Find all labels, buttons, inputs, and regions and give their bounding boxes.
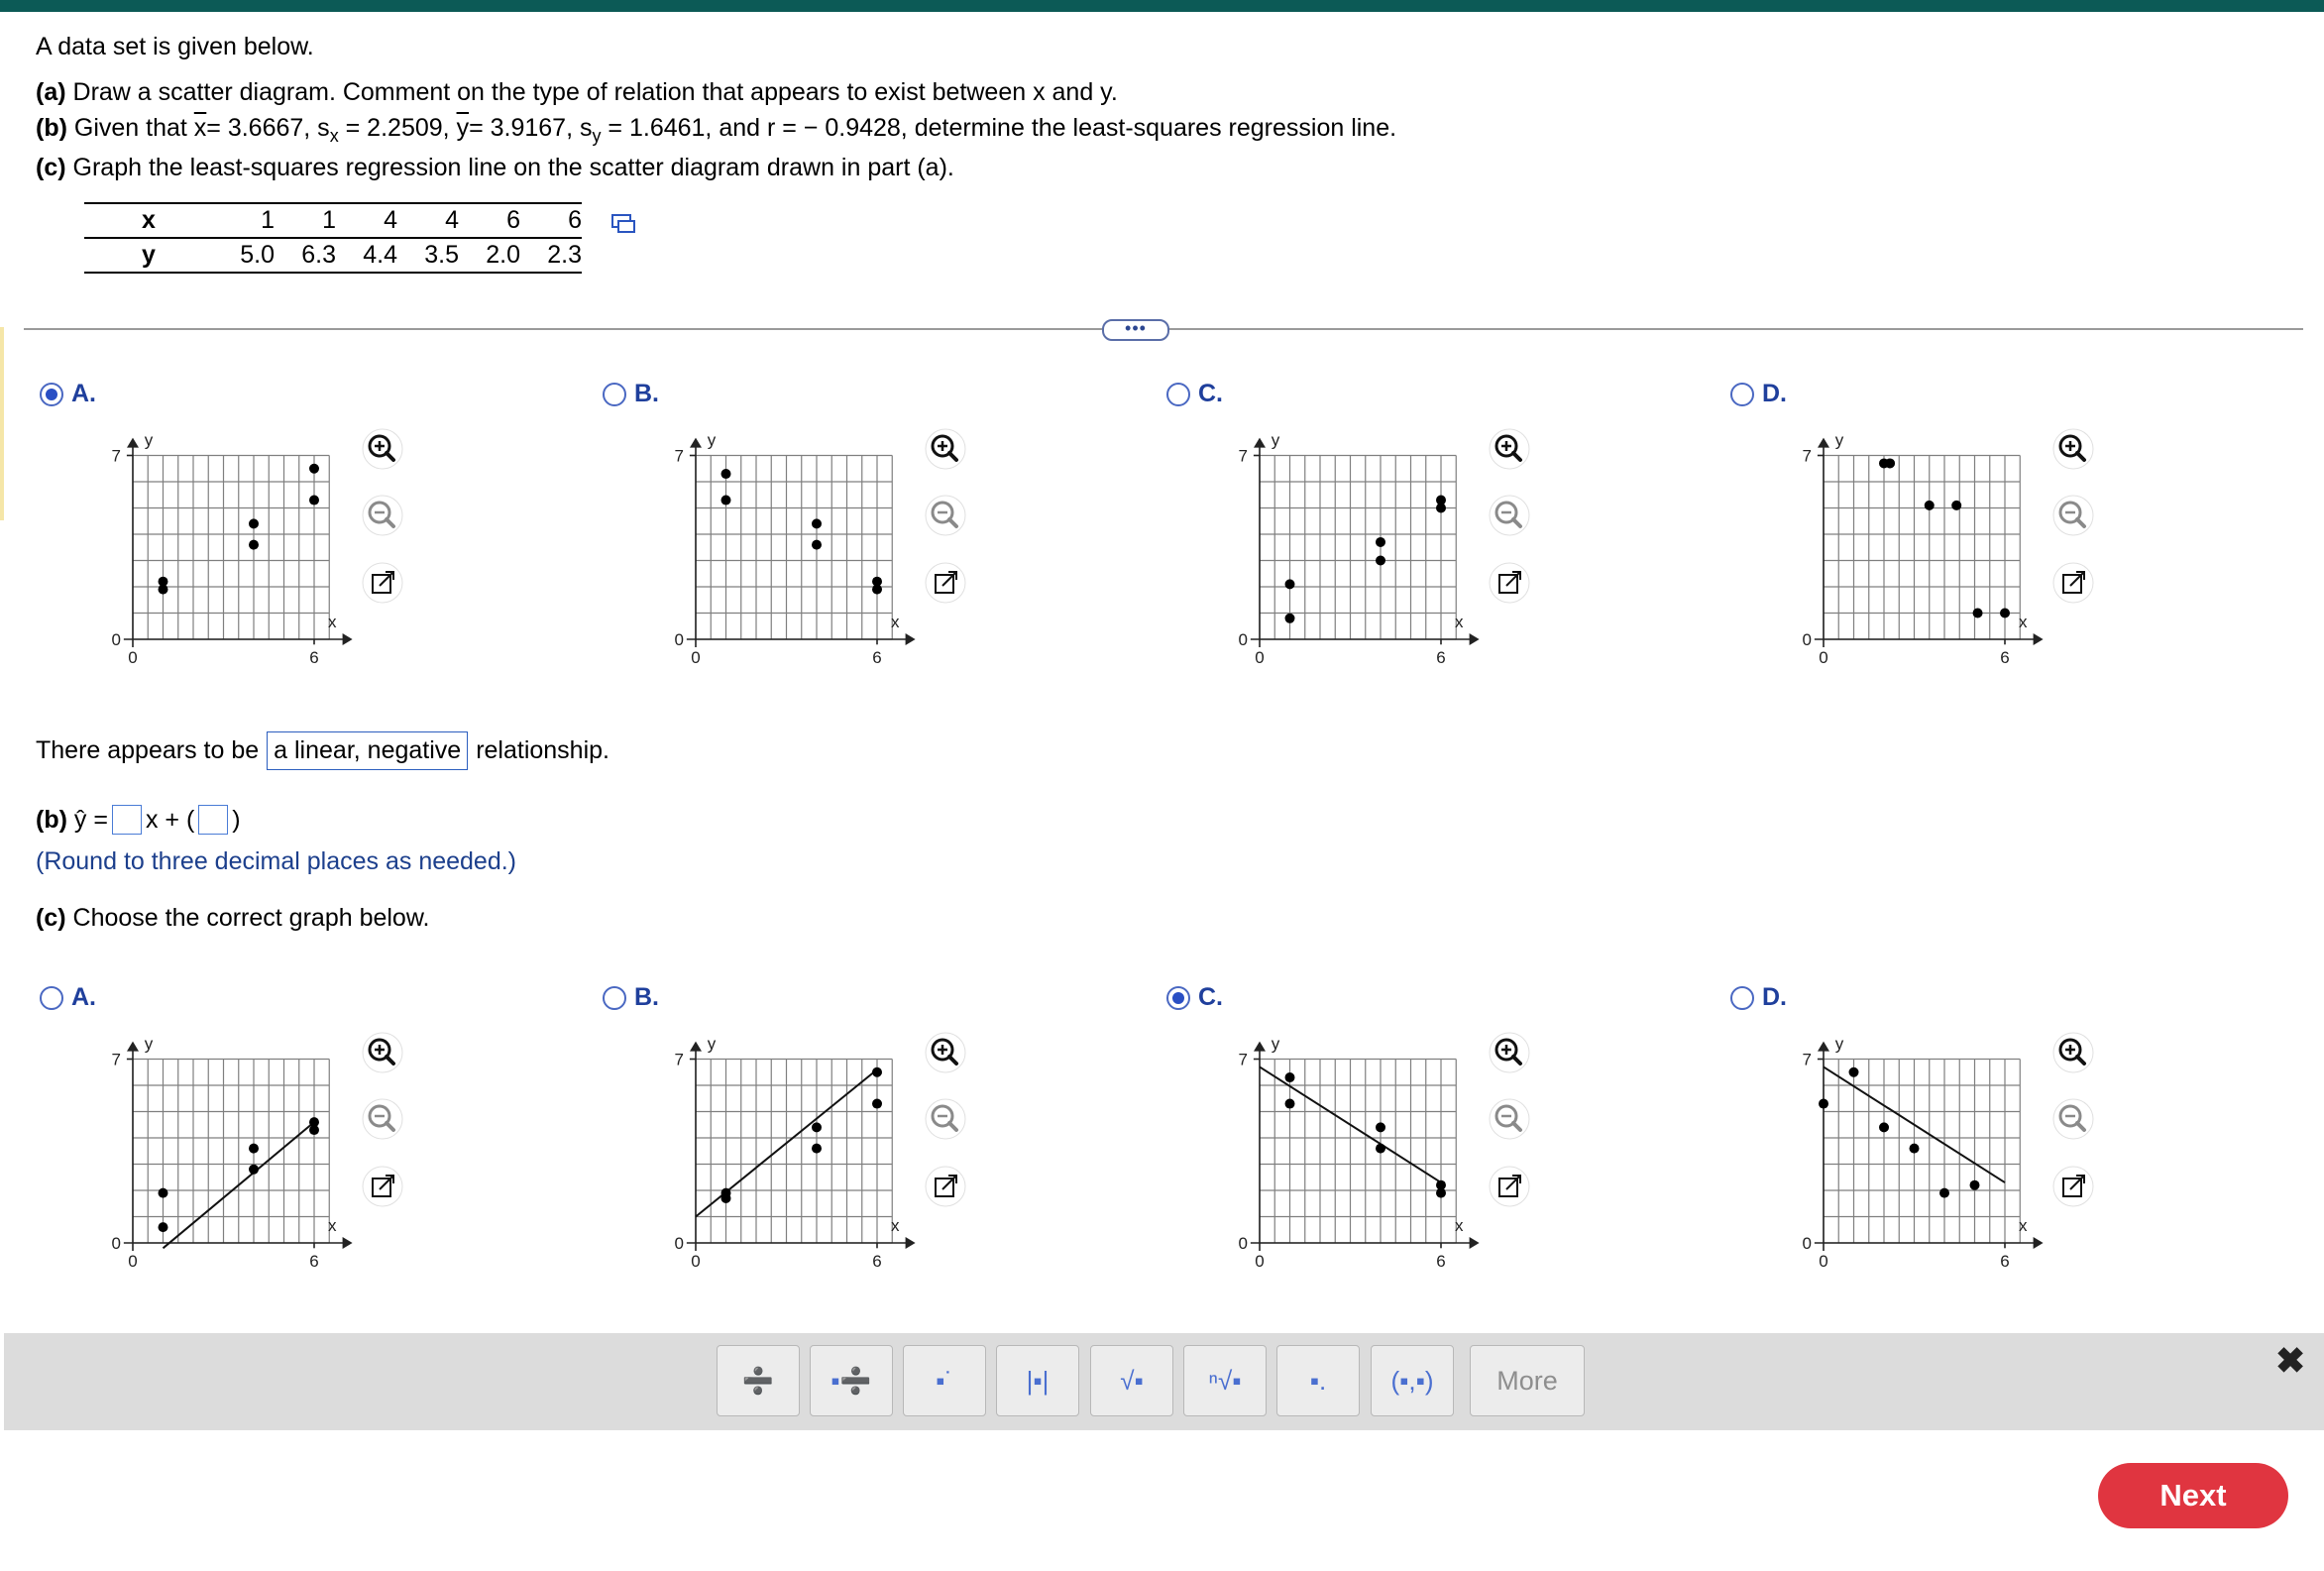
y-axis-label: y xyxy=(1834,430,1844,450)
exponent-button[interactable]: ▪˙ xyxy=(903,1345,986,1416)
x-tick-0: 0 xyxy=(128,1252,138,1271)
x-tick-6: 6 xyxy=(872,1252,882,1271)
data-point xyxy=(1970,1180,1980,1190)
open-external-icon[interactable] xyxy=(361,1165,404,1208)
data-point xyxy=(872,577,882,587)
top-bar xyxy=(0,0,2324,12)
data-point xyxy=(249,518,259,528)
data-point xyxy=(872,1099,882,1109)
x-tick-6: 6 xyxy=(872,648,882,667)
part-c-prompt: (c) Choose the correct graph below. xyxy=(36,904,430,932)
x-value-cell: 6 xyxy=(520,203,582,238)
scatter-graph xyxy=(636,419,900,677)
slope-input[interactable] xyxy=(112,805,142,835)
x-axis-label: x xyxy=(891,1216,900,1235)
radio-button[interactable] xyxy=(603,986,626,1010)
scatter-graph xyxy=(1764,419,2028,677)
x-axis-label: x xyxy=(1455,1216,1464,1235)
x-tick-0: 0 xyxy=(1819,1252,1828,1271)
data-point xyxy=(1376,537,1385,547)
open-external-icon[interactable] xyxy=(361,561,404,605)
zoom-in-icon[interactable] xyxy=(1488,1031,1531,1074)
y-tick-7: 7 xyxy=(111,446,121,466)
radio-button[interactable] xyxy=(1166,986,1190,1010)
part-c_options-0[interactable] xyxy=(40,983,96,1012)
option-label: B. xyxy=(634,380,659,407)
zoom-out-icon[interactable] xyxy=(924,1097,967,1141)
x-axis-label: x xyxy=(2019,1216,2028,1235)
open-external-icon[interactable] xyxy=(1488,1165,1531,1208)
part-c_options-3[interactable] xyxy=(1730,983,1787,1012)
data-point xyxy=(1885,458,1895,468)
scatter-graph xyxy=(1200,419,1464,677)
ordered-pair-button[interactable]: (▪,▪) xyxy=(1371,1345,1454,1416)
option-label: A. xyxy=(71,983,96,1011)
y-tick-0: 0 xyxy=(111,630,121,649)
data-point xyxy=(1819,1099,1828,1109)
option-label: C. xyxy=(1198,380,1223,407)
y-tick-0: 0 xyxy=(1238,630,1248,649)
y-tick-7: 7 xyxy=(674,1050,684,1069)
scatter-graph xyxy=(1200,1023,1464,1281)
scatter-graph xyxy=(73,419,337,677)
intercept-input[interactable] xyxy=(198,805,228,835)
x-tick-6: 6 xyxy=(309,648,319,667)
y-tick-0: 0 xyxy=(1802,1234,1812,1253)
x-tick-6: 6 xyxy=(1436,648,1446,667)
data-point xyxy=(1436,496,1446,505)
radio-button[interactable] xyxy=(1166,383,1190,406)
y-value-cell: 2.3 xyxy=(520,238,582,273)
open-external-icon[interactable] xyxy=(924,1165,967,1208)
part-a_options-2[interactable] xyxy=(1166,380,1223,408)
data-point xyxy=(1939,1188,1949,1198)
x-value-cell: 1 xyxy=(275,203,336,238)
y-value-cell: 5.0 xyxy=(213,238,275,273)
close-toolbar-icon[interactable]: ✖ xyxy=(2275,1340,2306,1381)
zoom-in-icon[interactable] xyxy=(2051,427,2095,471)
x-tick-0: 0 xyxy=(1819,648,1828,667)
data-point xyxy=(812,540,822,550)
y-axis-label: y xyxy=(1271,430,1280,450)
data-point xyxy=(249,1144,259,1154)
zoom-out-icon[interactable] xyxy=(1488,1097,1531,1141)
zoom-out-icon[interactable] xyxy=(2051,1097,2095,1141)
data-point xyxy=(1285,1072,1295,1082)
x-tick-6: 6 xyxy=(1436,1252,1446,1271)
data-point xyxy=(1951,501,1961,510)
data-point xyxy=(1879,1122,1889,1132)
option-label: D. xyxy=(1762,380,1787,407)
data-point xyxy=(1925,501,1935,510)
data-point xyxy=(249,540,259,550)
zoom-out-icon[interactable] xyxy=(924,494,967,537)
decimal-button[interactable]: ▪. xyxy=(1276,1345,1360,1416)
y-value-cell: 6.3 xyxy=(275,238,336,273)
x-tick-0: 0 xyxy=(1255,648,1265,667)
x-tick-6: 6 xyxy=(2000,1252,2010,1271)
y-tick-0: 0 xyxy=(674,1234,684,1253)
y-axis-label: y xyxy=(144,1034,154,1054)
nth-root-button[interactable]: ⁿ√▪ xyxy=(1183,1345,1267,1416)
y-axis-label: y xyxy=(1271,1034,1280,1054)
y-value-cell: 4.4 xyxy=(336,238,397,273)
x-axis-label: x xyxy=(1455,613,1464,631)
data-table xyxy=(84,202,582,274)
radio-button[interactable] xyxy=(603,383,626,406)
data-point xyxy=(1910,1144,1920,1154)
x-tick-6: 6 xyxy=(309,1252,319,1271)
y-tick-7: 7 xyxy=(1802,1050,1812,1069)
data-point xyxy=(721,469,731,479)
open-external-icon[interactable] xyxy=(2051,561,2095,605)
part-a_options-0[interactable] xyxy=(40,380,96,408)
data-point xyxy=(1285,614,1295,623)
part-c_options-1[interactable] xyxy=(603,983,659,1012)
zoom-out-icon[interactable] xyxy=(1488,494,1531,537)
zoom-out-icon[interactable] xyxy=(361,1097,404,1141)
data-point xyxy=(1436,1180,1446,1190)
y-value-cell: 3.5 xyxy=(397,238,459,273)
data-point xyxy=(309,496,319,505)
x-tick-0: 0 xyxy=(1255,1252,1265,1271)
zoom-in-icon[interactable] xyxy=(361,1031,404,1074)
radio-button[interactable] xyxy=(40,383,63,406)
mixed-number-button[interactable]: ▪➗ xyxy=(810,1345,893,1416)
data-point xyxy=(1376,1144,1385,1154)
radio-button[interactable] xyxy=(1730,986,1754,1010)
absolute-value-button[interactable]: |▪| xyxy=(996,1345,1079,1416)
copy-table-icon[interactable] xyxy=(610,213,636,235)
x-axis-label: x xyxy=(891,613,900,631)
more-tools-button[interactable]: More xyxy=(1470,1345,1585,1416)
data-point xyxy=(812,1122,822,1132)
scatter-graph xyxy=(1764,1023,2028,1281)
y-value-cell: 2.0 xyxy=(459,238,520,273)
intro-text: A data set is given below. xyxy=(36,33,314,60)
x-tick-0: 0 xyxy=(128,648,138,667)
radio-button[interactable] xyxy=(40,986,63,1010)
zoom-out-icon[interactable] xyxy=(2051,494,2095,537)
x-axis-label: x xyxy=(328,1216,337,1235)
part-a_options-1[interactable] xyxy=(603,380,659,408)
y-axis-label: y xyxy=(144,430,154,450)
y-tick-7: 7 xyxy=(674,446,684,466)
option-label: B. xyxy=(634,983,659,1011)
x-header: x xyxy=(84,203,213,238)
x-tick-0: 0 xyxy=(691,648,701,667)
y-header: y xyxy=(84,238,213,273)
data-point xyxy=(159,1222,168,1232)
x-value-cell: 4 xyxy=(397,203,459,238)
option-label: A. xyxy=(71,380,96,407)
zoom-in-icon[interactable] xyxy=(924,427,967,471)
next-button[interactable]: Next xyxy=(2098,1463,2288,1528)
relationship-sentence: There appears to be a linear, negative relationship. xyxy=(36,731,609,770)
x-tick-0: 0 xyxy=(691,1252,701,1271)
data-point xyxy=(309,464,319,474)
x-axis-label: x xyxy=(328,613,337,631)
zoom-in-icon[interactable] xyxy=(361,427,404,471)
y-tick-7: 7 xyxy=(1238,1050,1248,1069)
zoom-in-icon[interactable] xyxy=(924,1031,967,1074)
x-axis-label: x xyxy=(2019,613,2028,631)
scatter-graph xyxy=(636,1023,900,1281)
data-point xyxy=(2000,609,2010,618)
expand-more-button[interactable]: ••• xyxy=(1102,319,1169,341)
data-point xyxy=(721,496,731,505)
data-point xyxy=(1973,609,1983,618)
side-indicator xyxy=(0,327,4,520)
data-point xyxy=(1285,579,1295,589)
data-point xyxy=(1285,1099,1295,1109)
zoom-out-icon[interactable] xyxy=(361,494,404,537)
open-external-icon[interactable] xyxy=(1488,561,1531,605)
x-value-cell: 6 xyxy=(459,203,520,238)
y-tick-0: 0 xyxy=(1238,1234,1248,1253)
y-axis-label: y xyxy=(1834,1034,1844,1054)
data-point xyxy=(249,1165,259,1175)
y-axis-label: y xyxy=(707,1034,717,1054)
open-external-icon[interactable] xyxy=(924,561,967,605)
regression-equation-line: (b) ŷ = x + ( ) xyxy=(36,805,241,834)
y-tick-7: 7 xyxy=(1802,446,1812,466)
data-point xyxy=(812,518,822,528)
part-c_options-2[interactable] xyxy=(1166,983,1223,1012)
y-tick-0: 0 xyxy=(111,1234,121,1253)
part-a_options-3[interactable] xyxy=(1730,380,1787,408)
data-point xyxy=(872,1067,882,1077)
data-point xyxy=(159,1188,168,1198)
y-tick-0: 0 xyxy=(674,630,684,649)
y-tick-7: 7 xyxy=(111,1050,121,1069)
y-tick-7: 7 xyxy=(1238,446,1248,466)
x-tick-6: 6 xyxy=(2000,648,2010,667)
option-label: D. xyxy=(1762,983,1787,1011)
data-point xyxy=(1376,1122,1385,1132)
data-point xyxy=(1849,1067,1859,1077)
x-value-cell: 4 xyxy=(336,203,397,238)
rounding-hint: (Round to three decimal places as needed.) xyxy=(36,847,517,875)
data-point xyxy=(309,1117,319,1127)
option-label: C. xyxy=(1198,983,1223,1011)
y-tick-0: 0 xyxy=(1802,630,1812,649)
data-point xyxy=(812,1144,822,1154)
zoom-in-icon[interactable] xyxy=(2051,1031,2095,1074)
zoom-in-icon[interactable] xyxy=(1488,427,1531,471)
open-external-icon[interactable] xyxy=(2051,1165,2095,1208)
square-root-button[interactable]: √▪ xyxy=(1090,1345,1173,1416)
scatter-graph xyxy=(73,1023,337,1281)
radio-button[interactable] xyxy=(1730,383,1754,406)
x-value-cell: 1 xyxy=(213,203,275,238)
y-axis-label: y xyxy=(707,430,717,450)
data-point xyxy=(1376,556,1385,566)
data-point xyxy=(721,1188,731,1198)
fraction-button[interactable]: ➗ xyxy=(717,1345,800,1416)
data-point xyxy=(159,577,168,587)
part-a-question: (a) Draw a scatter diagram. Comment on the type of relation that appears to exist between x and y. xyxy=(36,78,1118,106)
part-b-question: (b) Given that $\overline{x}= 3.6667$, $s_x = 2.2509$, $\overline{y}= 3.9167$, $s_y = 1.6461$, and r = − 0.9428, determine the least-squares regression line. xyxy=(36,114,1397,146)
relationship-answer-dropdown[interactable]: a linear, negative xyxy=(267,731,468,770)
part-c-question: (c) Graph the least-squares regression line on the scatter diagram drawn in part (a). xyxy=(36,154,954,181)
